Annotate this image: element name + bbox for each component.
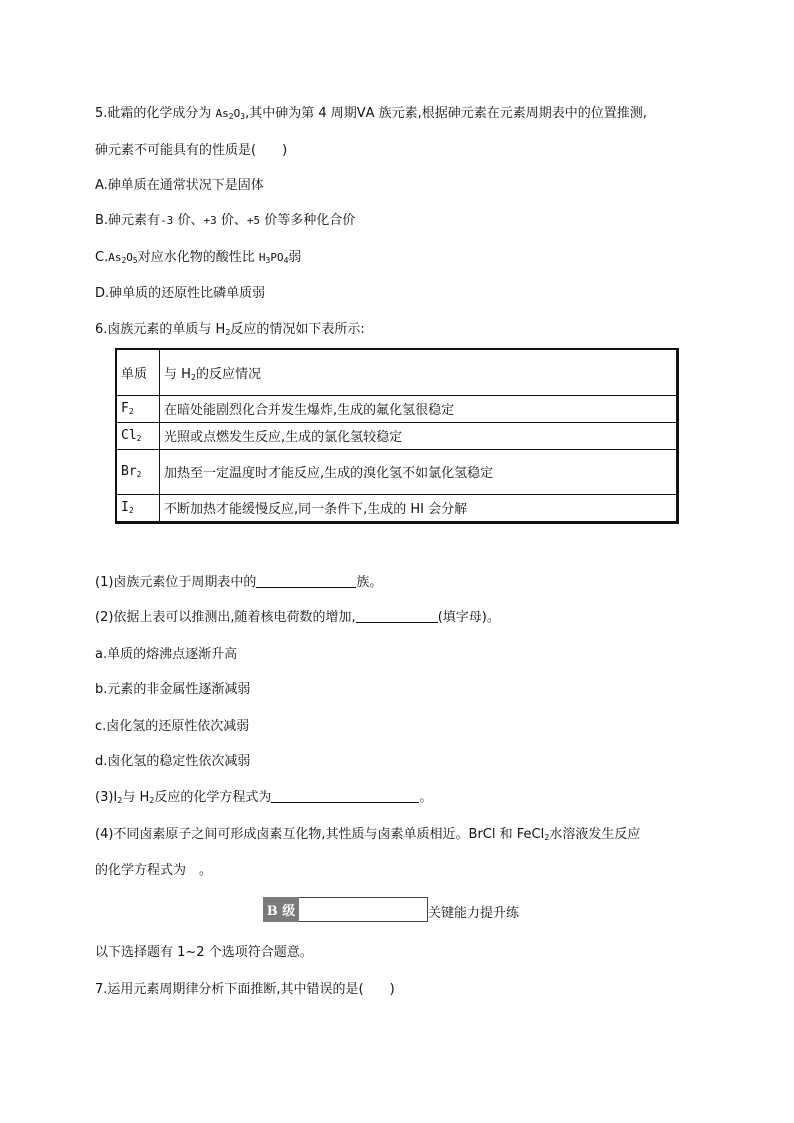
sub: 2	[121, 256, 127, 265]
table-row	[116, 422, 678, 449]
q5-option-d: D.砷单质的还原性比磷单质弱	[95, 286, 266, 301]
instruction-note: 以下选择题有 1~2 个选项符合题意。	[95, 945, 313, 960]
text: As	[108, 251, 122, 264]
q6-option-b: b.元素的非金属性逐渐减弱	[95, 682, 251, 697]
sub: 3	[265, 256, 271, 265]
q6-stem	[95, 321, 365, 339]
q6-option-d: d.卤化氢的稳定性依次减弱	[95, 754, 251, 769]
text: 与 H	[122, 790, 150, 805]
sub: 2	[136, 434, 142, 443]
sub: 2	[128, 407, 134, 416]
reaction-cell: 在暗处能剧烈化合并发生爆炸,生成的氟化氢很稳定	[160, 395, 678, 422]
text: Br	[121, 464, 137, 479]
text: 。	[419, 790, 433, 805]
q5-option-a: A.砷单质在通常状况下是固体	[95, 178, 264, 193]
element-cell	[116, 422, 160, 449]
q5-option-c	[95, 249, 301, 267]
q6-part-4-line1	[95, 826, 640, 844]
q6-part-3	[95, 789, 432, 807]
reaction-cell: 不断加热才能缓慢反应,同一条件下,生成的 HI 会分解	[160, 494, 678, 522]
sub: 3	[240, 112, 246, 121]
text: (4)不同卤素原子之间可形成卤素互化物,其性质与卤素单质相近。BrCl 和 FeCl	[95, 827, 545, 842]
table-header-row	[116, 349, 678, 395]
q6-part-2	[95, 609, 500, 627]
formula-as2o5	[108, 251, 138, 264]
sub: 2	[544, 833, 550, 842]
badge-title-box	[299, 897, 428, 922]
text: O	[126, 251, 133, 264]
text: F	[121, 401, 129, 416]
text: +3	[203, 214, 217, 227]
text: (1)卤族元素位于周期表中的	[95, 575, 257, 590]
table-row	[116, 494, 678, 522]
section-title: 关键能力提升练	[428, 906, 520, 921]
q6-part-1	[95, 574, 382, 592]
text: 价等多种化合价	[260, 213, 356, 228]
text: 族。	[356, 575, 383, 590]
table-row	[116, 449, 678, 494]
text: (3)I	[95, 790, 118, 805]
formula-h3po4	[259, 251, 289, 264]
q6-option-a: a.单质的熔沸点逐渐升高	[95, 647, 238, 662]
text: (2)依据上表可以推测出,随着核电荷数的增加,	[95, 610, 356, 625]
text: As	[215, 107, 229, 120]
text: H	[258, 251, 266, 264]
q7-stem: 7.运用元素周期律分析下面推断,其中错误的是( )	[95, 982, 395, 997]
text: +5	[246, 214, 261, 227]
q5-stem-line2: 砷元素不可能具有的性质是( )	[95, 143, 288, 158]
element-cell	[116, 494, 160, 522]
text: 对应水化物的酸性比	[137, 250, 259, 265]
text: I	[121, 500, 129, 515]
text: 反应的情况如下表所示:	[230, 322, 365, 337]
reaction-cell: 光照或点燃发生反应,生成的氯化氢较稳定	[160, 422, 678, 449]
text: ,其中砷为第 4 周期ⅤA 族元素,根据砷元素在元素周期表中的位置推测,	[245, 106, 647, 121]
q5-stem-line1	[95, 105, 647, 123]
text: 反应的化学方程式为	[154, 790, 272, 805]
text: Cl	[121, 428, 137, 443]
text: B.砷元素有	[95, 213, 161, 228]
halogen-reaction-table	[115, 348, 679, 524]
text: 弱	[288, 250, 302, 265]
text: 价、	[216, 213, 247, 228]
answer-blank[interactable]	[271, 789, 419, 803]
header-reaction	[160, 349, 678, 395]
formula-as2o3	[216, 107, 246, 120]
text: 价、	[173, 213, 204, 228]
text: (填字母)。	[437, 610, 500, 625]
answer-blank[interactable]	[256, 574, 356, 588]
sub: 4	[283, 256, 289, 265]
sub: 5	[132, 256, 138, 265]
q6-part-4-line2: 的化学方程式为 。	[95, 863, 213, 878]
sub: 2	[128, 506, 134, 515]
text: PO	[270, 251, 284, 264]
sub: 2	[190, 372, 197, 382]
text: 水溶液发生反应	[549, 827, 641, 842]
sub: 2	[136, 470, 142, 479]
header-element: 单质	[116, 349, 160, 395]
sub: 2	[117, 796, 123, 805]
text: C.	[95, 250, 109, 265]
table-row	[116, 395, 678, 422]
element-cell	[116, 449, 160, 494]
text: 5.砒霜的化学成分为	[95, 106, 216, 121]
level-badge: B 级	[263, 897, 299, 922]
section-header	[263, 897, 519, 922]
text: 与 H	[164, 366, 191, 382]
text: O	[233, 107, 241, 120]
reaction-cell: 加热至一定温度时才能反应,生成的溴化氢不如氯化氢稳定	[160, 449, 678, 494]
text: 的反应情况	[196, 366, 262, 382]
answer-blank[interactable]	[356, 609, 438, 623]
q5-option-b	[95, 212, 355, 230]
sub: 2	[225, 328, 231, 337]
element-cell	[116, 395, 160, 422]
q6-option-c: c.卤化氢的还原性依次减弱	[95, 719, 250, 734]
text: 6.卤族元素的单质与 H	[95, 322, 226, 337]
sub: 2	[149, 796, 155, 805]
text: -3	[160, 214, 174, 227]
sub: 2	[228, 112, 234, 121]
